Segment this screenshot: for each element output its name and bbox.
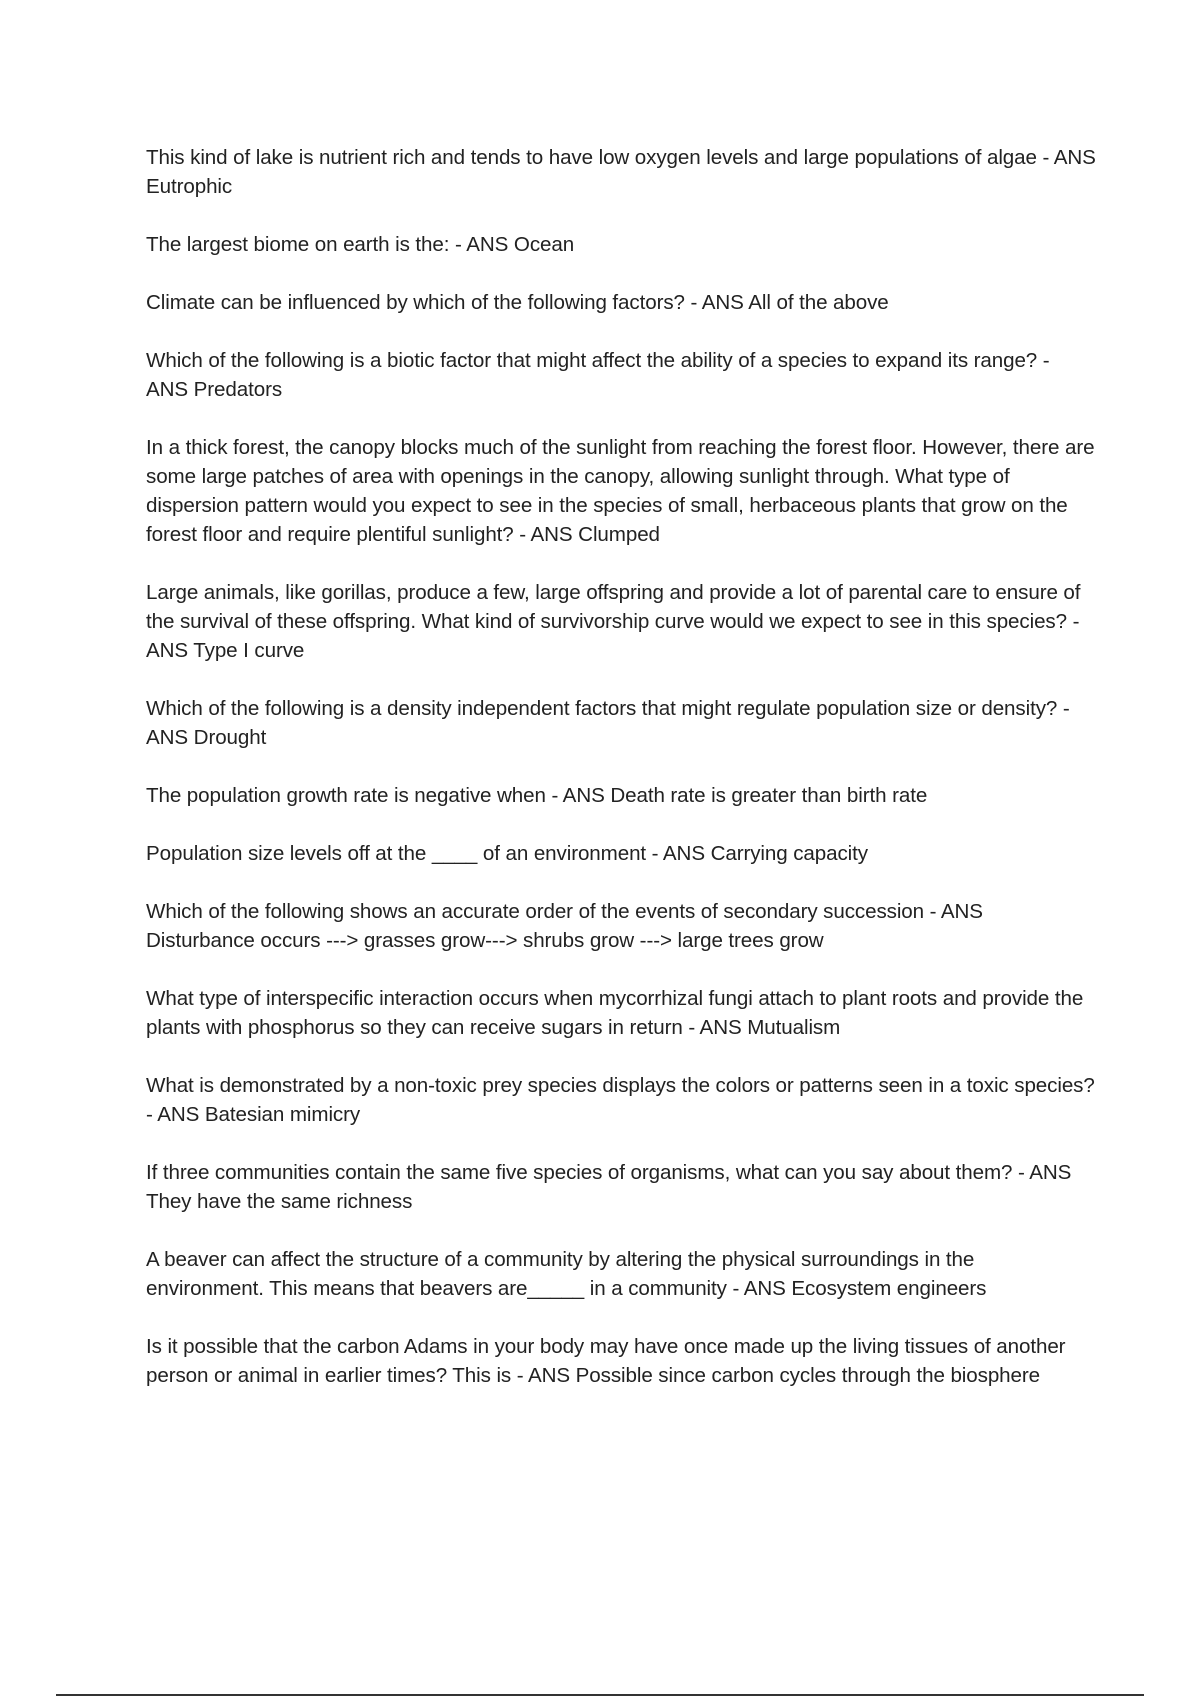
qa-entry-1: This kind of lake is nutrient rich and tends to have low oxygen levels and large populations of algae - ANS Eutrophic [146,146,1096,198]
qa-entry-2: The largest biome on earth is the: - ANS Ocean [146,233,575,256]
qa-entry-10: Which of the following shows an accurate order of the events of secondary succession - ANS Disturbance occurs ---> grasses grow---> shrubs grow ---> large trees grow [146,900,983,952]
qa-entry-3: Climate can be influenced by which of the following factors? - ANS All of the above [146,291,889,314]
qa-entry-6: Large animals, like gorillas, produce a few, large offspring and provide a lot of parental care to ensure of the survival of these offspring. What kind of survivorship curve would we expect to see in this species? - ANS Type I curve [146,581,1081,662]
qa-list [146,143,1096,1419]
qa-entry-8: The population growth rate is negative when - ANS Death rate is greater than birth rate [146,784,928,807]
qa-entry-9: Population size levels off at the ____ of an environment - ANS Carrying capacity [146,842,868,865]
qa-entry-5: In a thick forest, the canopy blocks much of the sunlight from reaching the forest floor. However, there are some large patches of area with openings in the canopy, allowing sunlight through. What type of dispersion pattern would you expect to see in the species of small, herbaceous plants that grow on the forest floor and require plentiful sunlight? - ANS Clumped [146,436,1095,546]
qa-entry-11: What type of interspecific interaction occurs when mycorrhizal fungi attach to plant roots and provide the plants with phosphorus so they can receive sugars in return - ANS Mutualism [146,987,1084,1039]
qa-entry-7: Which of the following is a density independent factors that might regulate population size or density? - ANS Drought [146,697,1070,749]
qa-entry-13: If three communities contain the same five species of organisms, what can you say about them? - ANS They have the same richness [146,1161,1072,1213]
qa-entry-15: Is it possible that the carbon Adams in your body may have once made up the living tissues of another person or animal in earlier times? This is - ANS Possible since carbon cycles through the biosphere [146,1335,1066,1387]
qa-entry-4: Which of the following is a biotic factor that might affect the ability of a species to expand its range? - ANS Predators [146,349,1050,401]
footer-divider [56,1694,1144,1696]
qa-entry-14: A beaver can affect the structure of a community by altering the physical surroundings in the environment. This means that beavers are_____ in a community - ANS Ecosystem engineers [146,1248,987,1300]
qa-entry-12: What is demonstrated by a non-toxic prey species displays the colors or patterns seen in a toxic species? - ANS Batesian mimicry [146,1074,1095,1126]
